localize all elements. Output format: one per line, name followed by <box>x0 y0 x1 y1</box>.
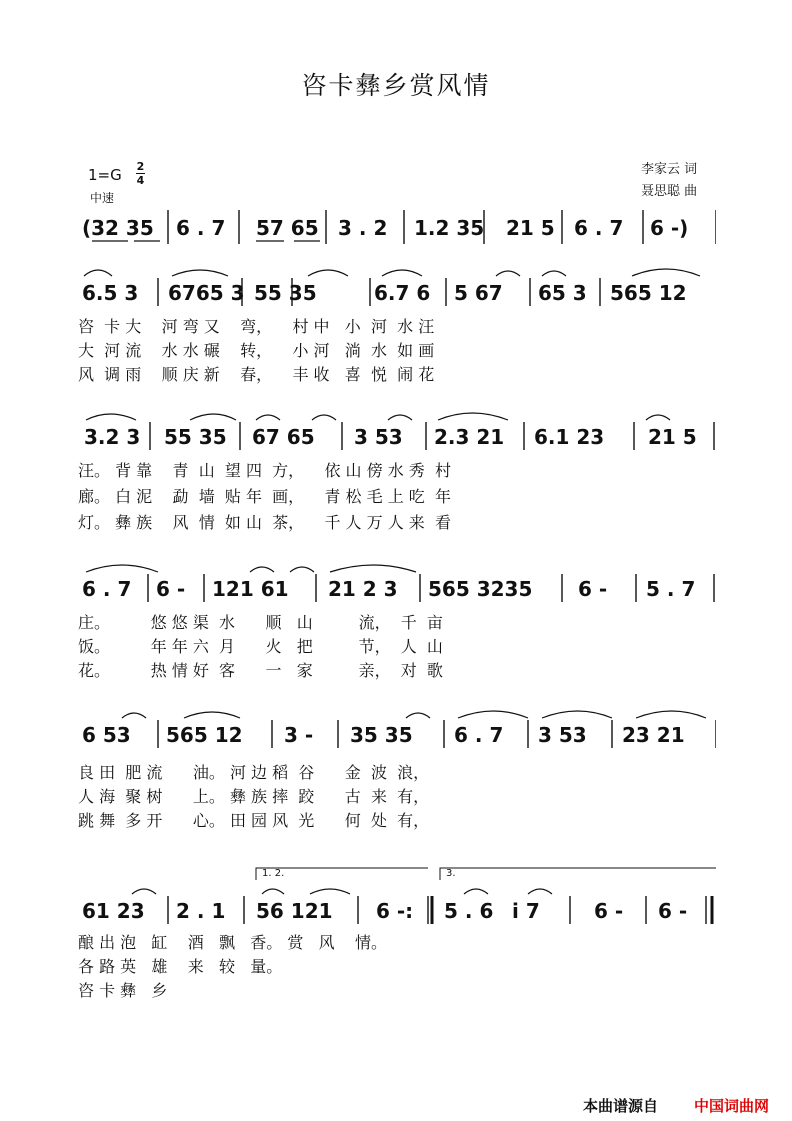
measure-2: 55 35 <box>164 425 227 449</box>
measure-7: 21 5 <box>648 425 697 449</box>
measure-3: 67 65 <box>252 425 315 449</box>
lyric-line-3: 灯。 彝 族 风 情 如 山 茶， 千 人 万 人 来 看 <box>78 513 451 532</box>
measure-8: 6 - <box>658 899 688 923</box>
measure-1: 6 . 7 <box>82 577 132 601</box>
measure-1: 6 53 <box>82 723 131 747</box>
svg-text:3.: 3. <box>446 868 456 879</box>
measure-3: 56 121 <box>256 899 333 923</box>
time-sig-bottom: 4 <box>136 174 145 187</box>
measure-5: 565 3235 <box>428 577 533 601</box>
measure-1: 61 23 <box>82 899 145 923</box>
measure-4: 3 . 2 <box>338 216 388 240</box>
measure-6: 21 5 <box>506 216 555 240</box>
measure-2: 6 . 7 <box>176 216 226 240</box>
measure-4: 35 35 <box>350 723 413 747</box>
measure-6: 6.1 23 <box>534 425 605 449</box>
measure-3: 57 65 <box>256 216 319 240</box>
time-signature <box>136 160 145 187</box>
measure-2: 565 12 <box>166 723 243 747</box>
lyric-line-2: 廊。 白 泥 勐 墙 贴 年 画， 青 松 毛 上 吃 年 <box>78 487 451 506</box>
measure-5: 5 67 <box>454 281 503 305</box>
measure-2: 2 . 1 <box>176 899 226 923</box>
measure-3: 55 35 <box>254 281 317 305</box>
lyric-line-1: 咨 卡 大 河 弯 又 弯， 村 中 小 河 水 汪 <box>78 317 435 336</box>
measure-7: 565 12 <box>610 281 687 305</box>
measure-4: 6 -: <box>376 899 414 923</box>
lyric-line-2: 大 河 流 水 水 碾 转， 小 河 淌 水 如 画 <box>78 341 435 360</box>
measure-1: 6.5 3 <box>82 281 139 305</box>
lyric-line-1: 良 田 肥 流 油。 河 边 稻 谷 金 波 浪， <box>78 763 430 782</box>
measure-7: 6 - <box>594 899 624 923</box>
staff-6 <box>76 860 716 930</box>
lyric-line-3: 花。 热 情 好 客 一 家 亲， 对 歌 <box>78 661 443 680</box>
measure-6: 65 3 <box>538 281 587 305</box>
song-title: 咨卡彝乡赏风情 <box>301 71 491 100</box>
measure-7: 6 . 7 <box>574 216 624 240</box>
measure-4: 6.7 6 <box>374 281 431 305</box>
measure-5: 5 . 6 <box>444 899 494 923</box>
measure-5: 2.3 21 <box>434 425 505 449</box>
key-signature: 1=G <box>88 166 122 184</box>
measure-7: 23 21 <box>622 723 685 747</box>
composer-credit: 聂思聪 曲 <box>641 184 698 199</box>
measure-6: i 7 <box>512 899 540 923</box>
staff-1 <box>76 208 716 248</box>
lyric-line-1: 庄。 悠 悠 渠 水 顺 山 流， 千 亩 <box>78 613 443 632</box>
svg-text:1. 2.: 1. 2. <box>262 868 285 879</box>
staff-4 <box>76 558 716 606</box>
staff-5 <box>76 704 716 752</box>
measure-1: (32 35 <box>82 216 154 240</box>
source-label: 本曲谱源自 <box>583 1097 659 1115</box>
measure-6: 3 53 <box>538 723 587 747</box>
staff-2 <box>76 262 716 310</box>
lyric-line-2: 人 海 聚 树 上。 彝 族 摔 跤 古 来 有， <box>78 787 430 806</box>
measure-4: 3 53 <box>354 425 403 449</box>
measure-5: 6 . 7 <box>454 723 504 747</box>
site-link[interactable]: 中国词曲网 <box>694 1097 770 1115</box>
measure-8: 6 -) <box>650 216 689 240</box>
measure-5: 1.2 35 <box>414 216 485 240</box>
measure-1: 3.2 3 <box>84 425 141 449</box>
measure-3: 121 61 <box>212 577 289 601</box>
measure-2: 6765 3 <box>168 281 245 305</box>
lyric-line-3: 跳 舞 多 开 心。 田 园 风 光 何 处 有， <box>78 811 430 830</box>
lyric-line-3: 风 调 雨 顺 庆 新 春， 丰 收 喜 悦 闹 花 <box>78 365 435 384</box>
measure-2: 6 - <box>156 577 186 601</box>
lyric-line-1: 酿 出 泡 缸 酒 飘 香。 赏 风 情。 <box>78 933 387 952</box>
measure-6: 6 - <box>578 577 608 601</box>
volta-bracket-2 <box>440 868 716 880</box>
time-sig-top: 2 <box>136 160 145 173</box>
lyric-line-2: 饭。 年 年 六 月 火 把 节， 人 山 <box>78 637 443 656</box>
lyric-line-2: 各 路 英 雄 来 较 量。 <box>78 957 283 976</box>
staff-3 <box>76 406 716 454</box>
lyricist-credit: 李家云 词 <box>641 162 698 177</box>
lyric-line-1: 汪。 背 靠 青 山 望 四 方， 依 山 傍 水 秀 村 <box>78 461 451 480</box>
tempo-marking: 中速 <box>90 191 115 205</box>
lyric-line-3: 咨 卡 彝 乡 <box>78 981 168 1000</box>
measure-7: 5 . 7 <box>646 577 696 601</box>
measure-3: 3 - <box>284 723 314 747</box>
measure-4: 21 2 3 <box>328 577 398 601</box>
